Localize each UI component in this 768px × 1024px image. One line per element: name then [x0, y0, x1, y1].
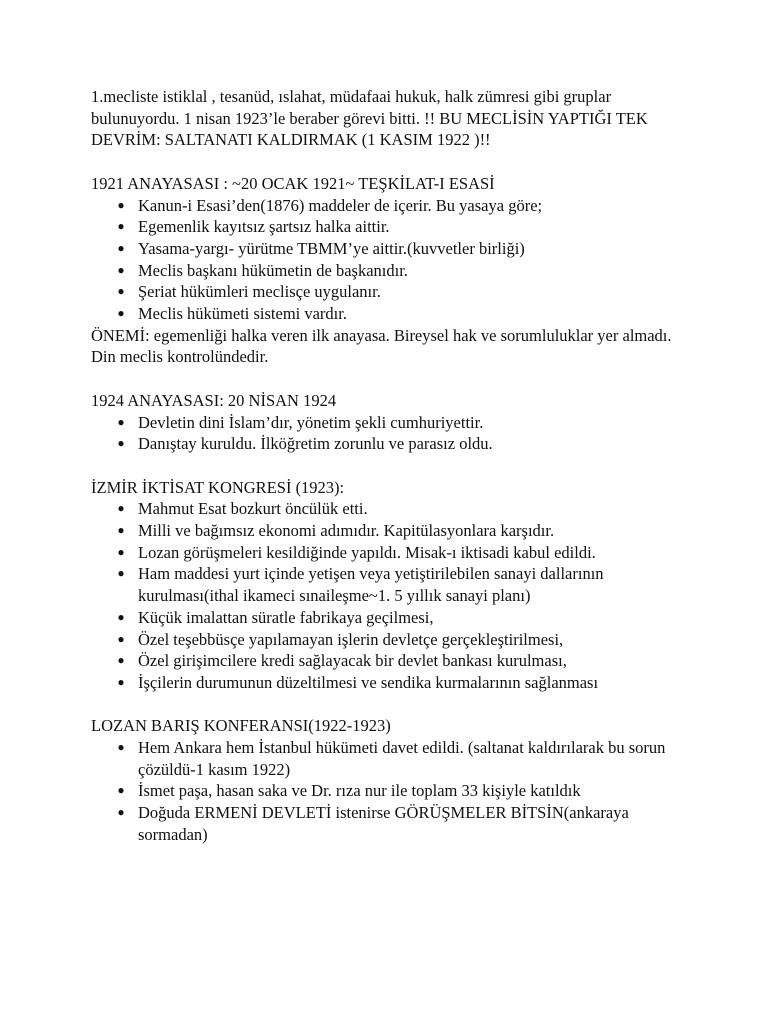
bullet-icon: ●	[117, 436, 125, 451]
list-item: ● Meclis hükümeti sistemi vardır.	[91, 303, 691, 325]
list-item: ● Doğuda ERMENİ DEVLETİ istenirse GÖRÜŞMELER BİTSİN(ankaraya sormadan)	[91, 802, 691, 845]
bullet-icon: ●	[117, 544, 125, 559]
list-item: ● Ham maddesi yurt içinde yetişen veya yetiştirilebilen sanayi dallarının kurulması(ithal ikameci sınaileşme~1. 5 yıllık sanayi planı)	[91, 563, 691, 606]
bullet-icon: ●	[117, 783, 125, 798]
spacer	[91, 368, 691, 390]
list-item: ● Kanun-i Esasi’den(1876) maddeler de içerir. Bu yasaya göre;	[91, 195, 691, 217]
bullet-list-1921	[91, 195, 691, 325]
list-item: ● Özel teşebbüsçe yapılamayan işlerin devletçe gerçekleştirilmesi,	[91, 629, 691, 651]
section-heading-1924: 1924 ANAYASASI: 20 NİSAN 1924	[91, 390, 337, 410]
bullet-icon: ●	[117, 240, 125, 255]
list-item: ● Egemenlik kayıtsız şartsız halka aittir.	[91, 216, 691, 238]
list-item: ● Mahmut Esat bozkurt öncülük etti.	[91, 498, 691, 520]
section-heading-lozan: LOZAN BARIŞ KONFERANSI(1922-1923)	[91, 716, 391, 736]
bullet-icon: ●	[117, 631, 125, 646]
list-item: ● Yasama-yargı- yürütme TBMM’ye aittir.(kuvvetler birliği)	[91, 238, 691, 260]
list-item: ● İsmet paşa, hasan saka ve Dr. rıza nur ile toplam 33 kişiyle katıldık	[91, 780, 691, 802]
bullet-icon: ●	[117, 566, 125, 581]
intro-paragraph: 1.mecliste istiklal , tesanüd, ıslahat, müdafaai hukuk, halk zümresi gibi gruplar bulunuyordu. 1 nisan 1923’le beraber görevi bitti. !! BU MECLİSİN YAPTIĞI TEK DEVRİM: SALTANATI KALDIRMAK (1 KASIM 1922 )!!	[91, 87, 648, 150]
bullet-icon: ●	[117, 740, 125, 755]
list-item: ● Milli ve bağımsız ekonomi adımıdır. Kapitülasyonlara karşıdır.	[91, 520, 691, 542]
document-page	[91, 86, 691, 846]
list-item: ● Danıştay kuruldu. İlköğretim zorunlu ve parasız oldu.	[91, 433, 691, 455]
bullet-icon: ●	[117, 197, 125, 212]
bullet-icon: ●	[117, 306, 125, 321]
list-item: ● Hem Ankara hem İstanbul hükümeti davet edildi. (saltanat kaldırılarak bu sorun çözüldü-1 kasım 1922)	[91, 737, 691, 780]
section-heading-izmir: İZMİR İKTİSAT KONGRESİ (1923):	[91, 477, 345, 497]
bullet-icon: ●	[117, 805, 125, 820]
bullet-icon: ●	[117, 523, 125, 538]
bullet-list-lozan	[91, 737, 691, 846]
bullet-list-izmir	[91, 498, 691, 693]
bullet-icon: ●	[117, 414, 125, 429]
section-heading-1921: 1921 ANAYASASI : ~20 OCAK 1921~ TEŞKİLAT-I ESASİ	[91, 173, 495, 193]
bullet-list-1924	[91, 412, 691, 455]
importance-note: ÖNEMİ: egemenliği halka veren ilk anayasa. Bireysel hak ve sorumluluklar yer almadı. Din meclis kontrolündedir.	[91, 325, 672, 367]
list-item: ● Devletin dini İslam’dır, yönetim şekli cumhuriyettir.	[91, 412, 691, 434]
bullet-icon: ●	[117, 219, 125, 234]
bullet-icon: ●	[117, 262, 125, 277]
spacer	[91, 694, 691, 716]
bullet-icon: ●	[117, 284, 125, 299]
list-item: ● Özel girişimcilere kredi sağlayacak bir devlet bankası kurulması,	[91, 650, 691, 672]
bullet-icon: ●	[117, 653, 125, 668]
bullet-icon: ●	[117, 501, 125, 516]
bullet-icon: ●	[117, 674, 125, 689]
list-item: ● Lozan görüşmeleri kesildiğinde yapıldı. Misak-ı iktisadi kabul edildi.	[91, 542, 691, 564]
list-item: ● Meclis başkanı hükümetin de başkanıdır.	[91, 260, 691, 282]
spacer	[91, 151, 691, 173]
spacer	[91, 455, 691, 477]
list-item: ● Şeriat hükümleri meclisçe uygulanır.	[91, 281, 691, 303]
list-item: ● İşçilerin durumunun düzeltilmesi ve sendika kurmalarının sağlanması	[91, 672, 691, 694]
list-item: ● Küçük imalattan süratle fabrikaya geçilmesi,	[91, 607, 691, 629]
bullet-icon: ●	[117, 609, 125, 624]
